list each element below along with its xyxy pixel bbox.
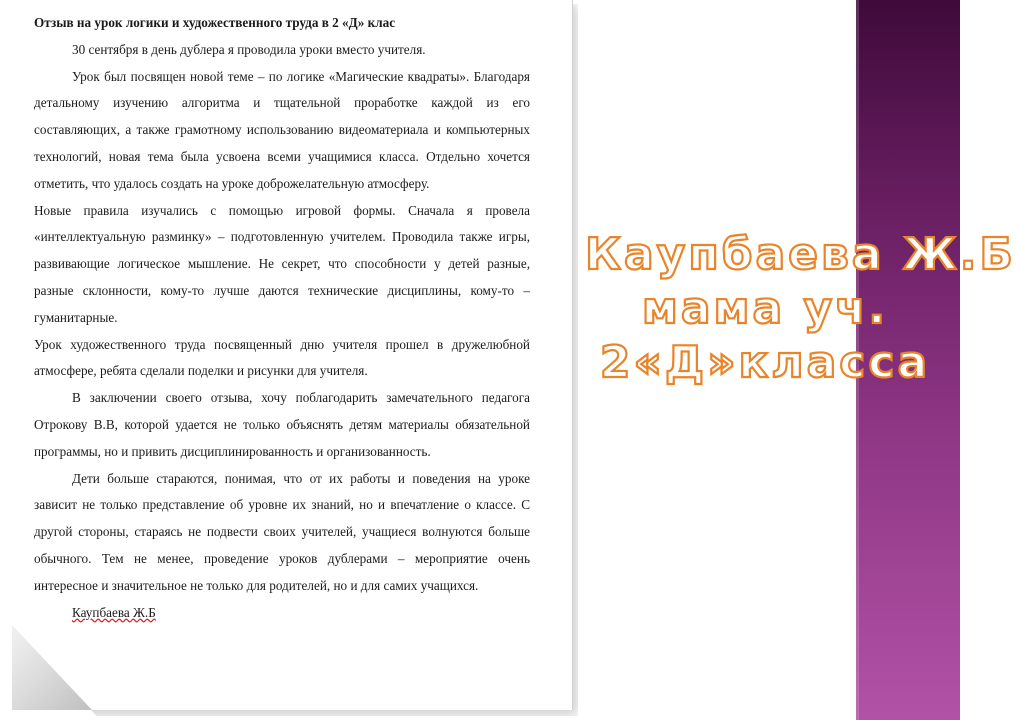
document-signature (34, 600, 530, 627)
paragraph-children: Дети больше стараются, понимая, что от их работы и поведения на уроке зависит не только представление об уровне их знаний, но и впечатление о классе. С другой стороны, стараясь не подвести своих учителей, учащиеся волнуются больше обычного. Тем не менее, проведение уроков дублерами – мероприятие очень интересное и значительное не только для родителей, но и для самих учащихся. (34, 470, 530, 593)
paragraph-conclusion: В заключении своего отзыва, хочу поблагодарить замечательного педагога Отрокову В.В, которой удается не только объяснять детям материалы обязательной программы, но и привить дисциплинированность и организованность. (34, 390, 530, 459)
paragraph-date: 30 сентября в день дублера я проводила уроки вместо учителя. (72, 41, 426, 57)
paragraph-game-form: Новые правила изучались с помощью игровой формы. Сначала я провела «интеллектуальную разминку» – подготовленную учителем. Проводила также игры, развивающие логическое мышление. Не секрет, что способности у детей разные, разные склонности, кому-то лучше даются технические дисциплины, кому-то – гуманитарные. (34, 202, 530, 325)
headline-name: Каупбаева Ж.Б (585, 229, 1016, 280)
document-text (34, 10, 530, 626)
document-title: Отзыв на урок логики и художественного труда в 2 «Д» клас (34, 15, 396, 30)
signature-text: Каупбаева Ж.Б (72, 604, 156, 620)
headline-role: мама уч. (641, 283, 889, 334)
paragraph-logic-lesson: Урок был посвящен новой теме – по логике «Магические квадраты». Благодаря детальному изучению алгоритма и тщательной проработке каждой из его составляющих, а также грамотному использованию видеоматериала и компьютерных технологий, новая тема была усвоена всеми учащимися класса. Отдельно хочется отметить, что удалось создать на уроке доброжелательную атмосферу. (34, 68, 530, 191)
paragraph-art-lesson: Урок художественного труда посвященный дню учителя прошел в дружелюбной атмосфере, ребята сделали поделки и рисунки для учителя. (34, 336, 530, 379)
headline-class: 2«Д»класса (599, 337, 931, 388)
author-headline (585, 228, 1016, 390)
